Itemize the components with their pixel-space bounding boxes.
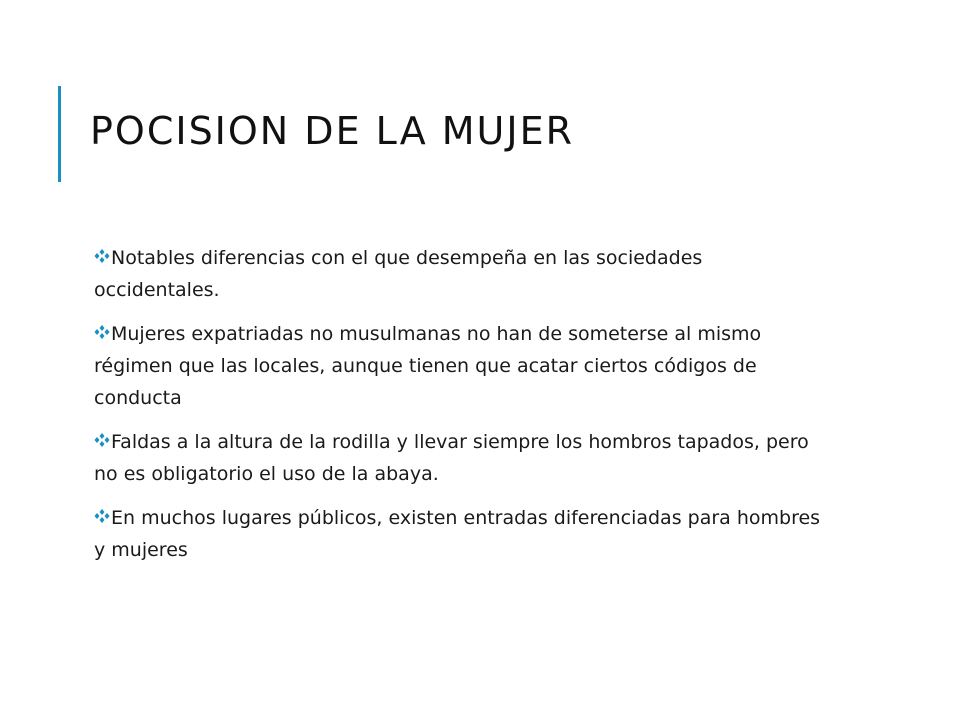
- bullet-item: [90, 502, 830, 566]
- title-accent-bar: [58, 86, 61, 182]
- bullet-text: Notables diferencias con el que desempeña en las sociedades occidentales.: [94, 247, 703, 301]
- bullet-list: [90, 242, 830, 578]
- bullet-item: [90, 242, 830, 306]
- four-diamond-bullet-icon: [94, 325, 110, 339]
- four-diamond-bullet-icon: [94, 249, 110, 263]
- bullet-item: [90, 426, 830, 490]
- four-diamond-bullet-icon: [94, 509, 110, 523]
- four-diamond-bullet-icon: [94, 433, 110, 447]
- bullet-text: En muchos lugares públicos, existen entradas diferenciadas para hombres y mujeres: [94, 507, 821, 561]
- slide-title: POCISION DE LA MUJER: [90, 109, 574, 153]
- bullet-text: Faldas a la altura de la rodilla y llevar siempre los hombros tapados, pero no es obligatorio el uso de la abaya.: [94, 431, 809, 485]
- bullet-item: [90, 318, 830, 414]
- bullet-text: Mujeres expatriadas no musulmanas no han de someterse al mismo régimen que las locales, aunque tienen que acatar ciertos códigos de conducta: [94, 323, 762, 409]
